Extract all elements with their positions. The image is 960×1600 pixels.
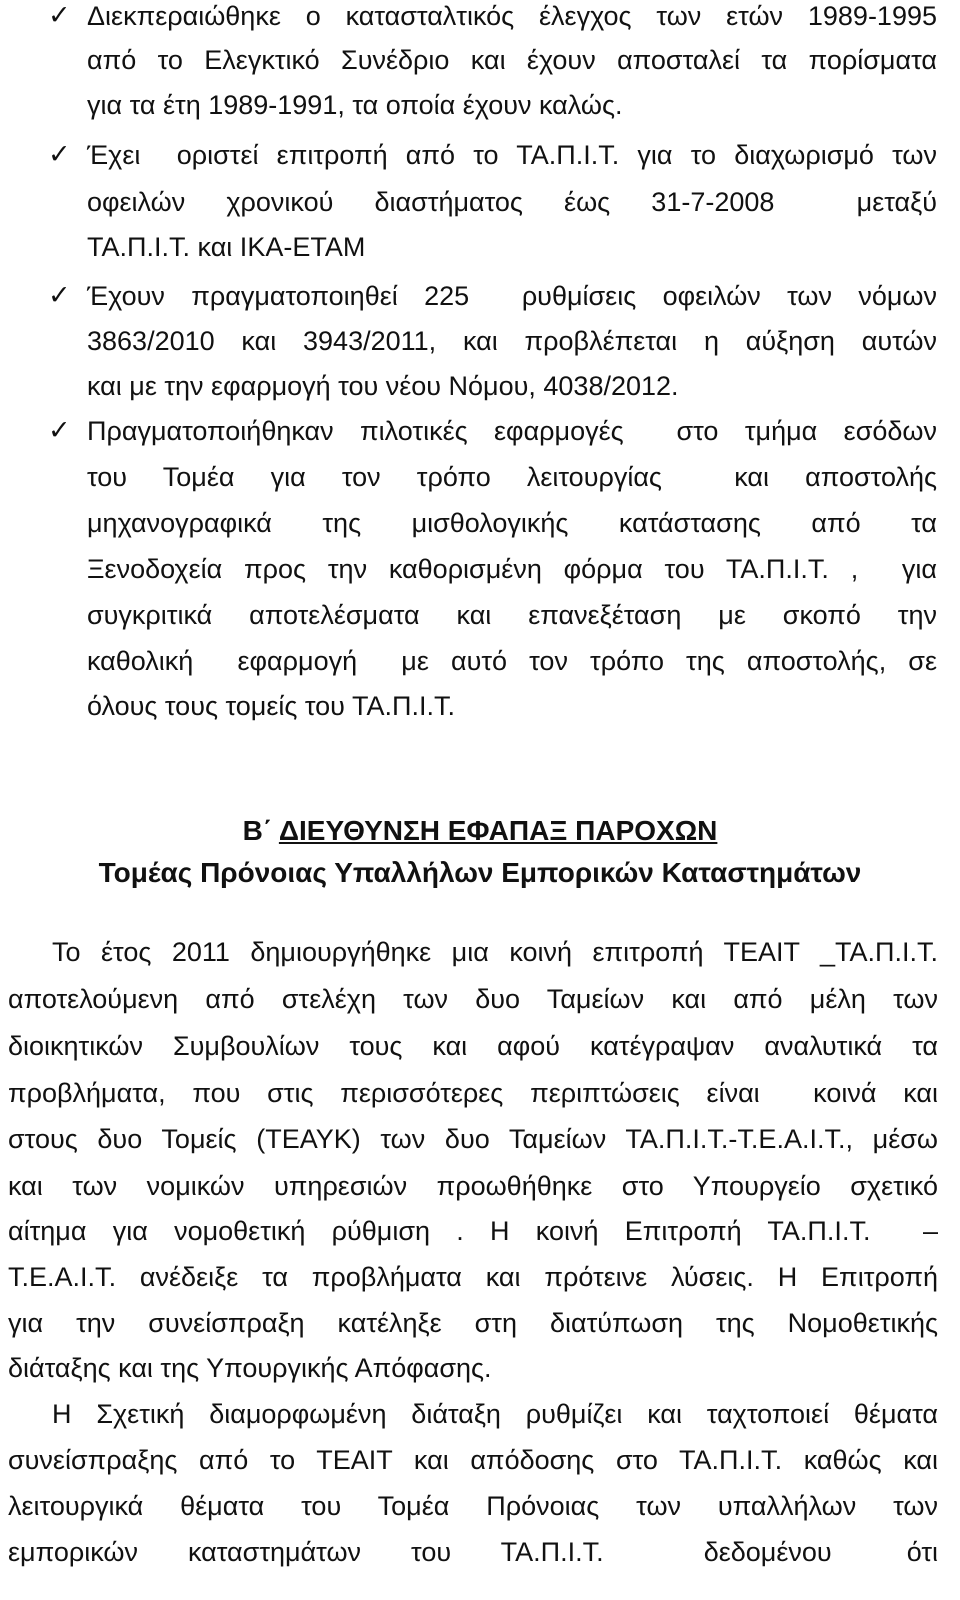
section-heading-prefix: Β΄: [242, 815, 279, 846]
paragraph-line: αποτελούμενη από στελέχη των δυο Ταμείων και από μέλη των: [8, 984, 938, 1014]
section-heading-title: ΔΙΕΥΘΥΝΣΗ ΕΦΑΠΑΞ ΠΑΡΟΧΩΝ: [278, 815, 718, 846]
bullet-line: από το Ελεγκτικό Συνέδριο και έχουν αποσταλεί τα πορίσματα: [87, 45, 937, 75]
paragraph-line: διοικητικών Συμβουλίων τους και αφού κατέγραψαν αναλυτικά τα: [8, 1031, 938, 1061]
bullet-line: και με την εφαρμογή του νέου Νόμου, 4038/2012.: [87, 371, 679, 401]
bullet-line: ΤΑ.Π.Ι.Τ. και ΙΚΑ-ΕΤΑΜ: [87, 232, 366, 262]
paragraph-line: διάταξης και της Υπουργικής Απόφασης.: [8, 1353, 492, 1383]
paragraph-line: Τ.Ε.Α.Ι.Τ. ανέδειξε τα προβλήματα και πρότεινε λύσεις. Η Επιτροπή: [8, 1262, 938, 1292]
paragraph-line: για την συνείσπραξη κατέληξε στη διατύπωση της Νομοθετικής: [8, 1308, 938, 1338]
paragraph-line: αίτημα για νομοθετική ρύθμιση . Η κοινή Επιτροπή ΤΑ.Π.Ι.Τ. –: [8, 1216, 938, 1246]
bullet-line: για τα έτη 1989-1991, τα οποία έχουν καλώς.: [87, 90, 623, 120]
bullet-line: του Τομέα για τον τρόπο λειτουργίας και αποστολής: [87, 462, 937, 492]
bullet-line: συγκριτικά αποτελέσματα και επανεξέταση με σκοπό την: [87, 600, 937, 630]
bullet-line: όλους τους τομείς του ΤΑ.Π.Ι.Τ.: [87, 691, 455, 721]
paragraph-line: λειτουργικά θέματα του Τομέα Πρόνοιας των υπαλλήλων των: [8, 1491, 938, 1521]
checkmark-icon: ✓: [48, 415, 71, 445]
checkmark-icon: ✓: [48, 139, 71, 169]
section-heading: [0, 814, 960, 848]
bullet-line: καθολική εφαρμογή με αυτό τον τρόπο της αποστολής, σε: [87, 646, 937, 676]
paragraph-line: εμπορικών καταστημάτων του ΤΑ.Π.Ι.Τ. δεδομένου ότι: [8, 1537, 938, 1567]
bullet-line: μηχανογραφικά της μισθολογικής κατάστασης από τα: [87, 508, 937, 538]
bullet-line: Έχει οριστεί επιτροπή από το ΤΑ.Π.Ι.Τ. για το διαχωρισμό των: [87, 140, 937, 170]
checkmark-icon: ✓: [48, 280, 71, 310]
paragraph-line: και των νομικών υπηρεσιών προωθήθηκε στο Υπουργείο σχετικό: [8, 1171, 938, 1201]
bullet-line: οφειλών χρονικού διαστήματος έως 31-7-2008 μεταξύ: [87, 187, 937, 217]
bullet-line: Ξενοδοχεία προς την καθορισμένη φόρμα του ΤΑ.Π.Ι.Τ. , για: [87, 554, 937, 584]
paragraph-line: Η Σχετική διαμορφωμένη διάταξη ρυθμίζει και ταχτοποιεί θέματα: [52, 1399, 938, 1429]
bullet-line: Διεκπεραιώθηκε ο κατασταλτικός έλεγχος των ετών 1989-1995: [87, 1, 937, 31]
paragraph-line: συνείσπραξης από το ΤΕΑΙΤ και απόδοσης στο ΤΑ.Π.Ι.Τ. καθώς και: [8, 1445, 938, 1475]
section-subtitle: Τομέας Πρόνοιας Υπαλλήλων Εμπορικών Καταστημάτων: [98, 857, 862, 888]
bullet-line: 3863/2010 και 3943/2011, και προβλέπεται η αύξηση αυτών: [87, 326, 937, 356]
paragraph-line: Το έτος 2011 δημιουργήθηκε μια κοινή επιτροπή ΤΕΑΙΤ _ΤΑ.Π.Ι.Τ.: [52, 937, 938, 967]
paragraph-line: στους δυο Τομείς (ΤΕΑΥΚ) των δυο Ταμείων ΤΑ.Π.Ι.Τ.-Τ.Ε.Α.Ι.Τ., μέσω: [8, 1124, 938, 1154]
bullet-line: Έχουν πραγματοποιηθεί 225 ρυθμίσεις οφειλών των νόμων: [87, 281, 937, 311]
checkmark-icon: ✓: [48, 0, 71, 30]
paragraph-line: προβλήματα, που στις περισσότερες περιπτώσεις είναι κοινά και: [8, 1078, 938, 1108]
bullet-line: Πραγματοποιήθηκαν πιλοτικές εφαρμογές στο τμήμα εσόδων: [87, 416, 937, 446]
